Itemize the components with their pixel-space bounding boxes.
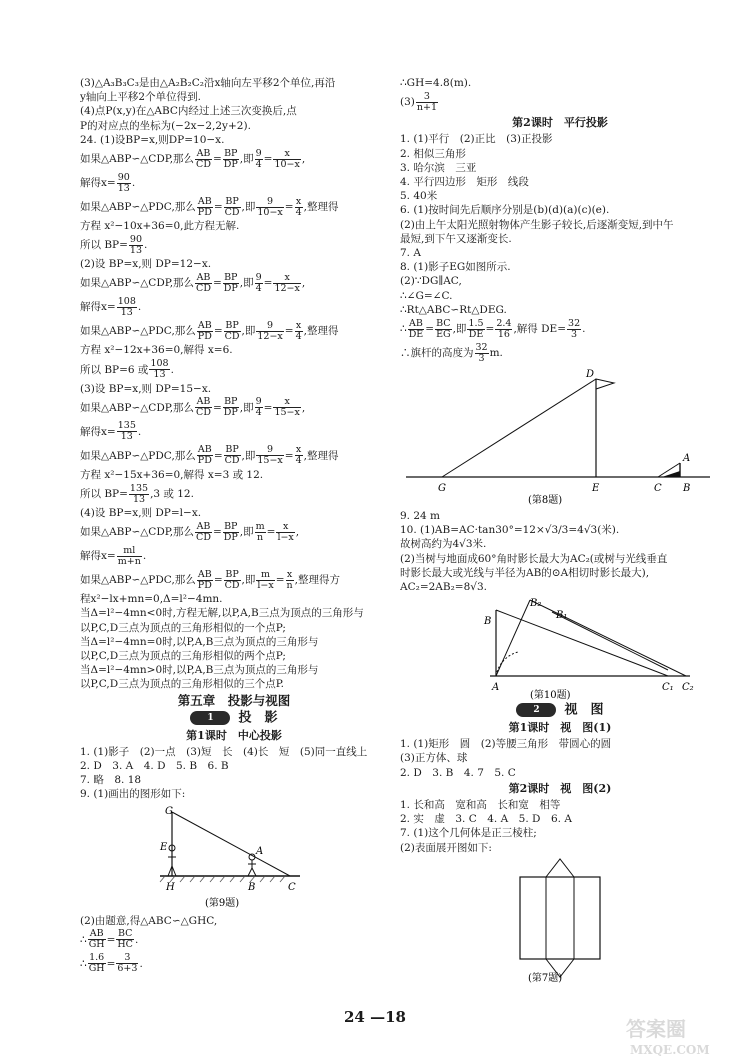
ratio-line: 如果△ABP∽△CDP,那么 $\frac{AB}{CD}$ = $\frac{BP}{DP}$ ,即 $\frac{9}{4}$ = $\frac{x}{10-x}$ , — [80, 147, 306, 170]
ratio-line: ∴旗杆的高度为 $\frac{32}{3}$ m. — [400, 341, 503, 364]
text-line: ∴Rt△ABC∽Rt△DEG. — [400, 303, 507, 316]
text-line: 1. (1)矩形 圆 (2)等腰三角形 带圆心的圆 — [400, 738, 612, 751]
text-line: 最短,到下午又逐渐变长. — [400, 232, 512, 245]
figure-caption: (第10题) — [530, 690, 571, 701]
ratio-line: (3) $\frac{3}{n+1}$ — [400, 90, 437, 113]
solution-line: 所以 BP=6 或 $\frac{108}{13}$ . — [80, 358, 174, 381]
text-line: 故树高约为4√3米. — [400, 538, 487, 551]
text-line: 以P,C,D三点为顶点的三角形相似的一个点P; — [80, 621, 286, 634]
text-line: (3)正方体、球 — [400, 752, 468, 765]
label-C: C — [288, 881, 296, 893]
figure-caption: (第8题) — [528, 495, 563, 507]
text-line: 方程 x²−10x+36=0,此方程无解. — [80, 220, 240, 233]
text-line: 8. (1)影子EG如图所示. — [400, 261, 511, 274]
label-C2: C₂ — [682, 682, 694, 694]
label-C: C — [654, 483, 662, 495]
text-line: 10. (1)AB=AC·tan30°=12×√3/3=4√3(米). — [400, 524, 620, 537]
lesson-title: 第1课时 视 图(1) — [508, 720, 612, 734]
label-H: H — [166, 881, 175, 893]
solution-line: 解得x= $\frac{ml}{m+n}$ . — [80, 544, 147, 567]
label-B: B — [484, 616, 492, 628]
lesson-title: 第2课时 视 图(2) — [508, 781, 612, 795]
text-line: 2. D 3. B 4. 7 5. C — [400, 766, 516, 779]
solution-line: 所以 BP= $\frac{90}{13}$ . — [80, 233, 148, 256]
text-line: 2. D 3. A 4. D 5. B 6. B — [80, 759, 229, 772]
label-A: A — [683, 453, 691, 465]
lesson-title: 第2课时 平行投影 — [512, 116, 608, 130]
text-line: ∴GH=4.8(m). — [400, 77, 472, 89]
text-line: 7. 略 8. 18 — [80, 774, 142, 787]
watermark-logo — [624, 1014, 736, 1058]
text-line: 当Δ=l²−4mn<0时,方程无解,以P,A,B三点为顶点的三角形与 — [80, 607, 364, 620]
text-line: AC₂=2AB₂=8√3. — [400, 581, 487, 594]
ratio-line: 如果△ABP∽△CDP,那么 $\frac{AB}{CD}$ = $\frac{BP}{DP}$ ,即 $\frac{m}{n}$ = $\frac{x}{l-x}$ , — [80, 520, 300, 543]
text-line: (2)当树与地面成60°角时影长最大为AC₂(或树与光线垂直 — [400, 552, 668, 565]
text-line: P的对应点的坐标为(−2x−2,2y+2). — [80, 119, 251, 132]
ratio-line: 如果△ABP∽△CDP,那么 $\frac{AB}{CD}$ = $\frac{BP}{DP}$ ,即 $\frac{9}{4}$ = $\frac{x}{15-x}$ , — [80, 396, 306, 419]
text-line: 方程 x²−12x+36=0,解得 x=6. — [80, 344, 233, 357]
label-B: B — [248, 881, 256, 893]
ratio-line: 如果△ABP∽△PDC,那么 $\frac{AB}{PD}$ = $\frac{BP}{CD}$ ,即 $\frac{9}{12-x}$ = $\frac{x}{4}$ ,整理得 — [80, 319, 339, 342]
ratio-line: ∴ $\frac{AB}{GH}$ = $\frac{BC}{HC}$ . — [80, 928, 139, 951]
section-badge: 2 — [516, 703, 556, 717]
text-line: 以P,C,D三点为顶点的三角形相似的三个点P. — [80, 678, 284, 691]
text-line: (3)设 BP=x,则 DP=15−x. — [80, 382, 212, 395]
text-line: 1. 长和高 宽和高 长和宽 相等 — [400, 798, 561, 811]
figure-9 — [80, 804, 380, 912]
page-number: 24 —18 — [344, 1008, 406, 1026]
label-E: E — [592, 483, 600, 495]
text-line: (2)由题意,得△ABC∽△GHC, — [80, 914, 218, 927]
label-C1: C₁ — [662, 682, 674, 694]
text-line: 4. 平行四边形 矩形 线段 — [400, 176, 529, 189]
watermark-url: MXQE.COM — [630, 1043, 710, 1057]
text-line: 9. (1)画出的图形如下: — [80, 788, 186, 801]
label-E: E — [160, 841, 168, 853]
text-line: 时影长最大或光线与半径为AB的⊙A相切时影长最大), — [400, 566, 650, 579]
label-B: B — [683, 483, 691, 495]
label-B2: B₂ — [530, 598, 542, 610]
text-line: 3. 哈尔滨 三亚 — [400, 161, 477, 174]
ratio-line: 如果△ABP∽△PDC,那么 $\frac{AB}{PD}$ = $\frac{BP}{CD}$ ,即 $\frac{9}{10-x}$ = $\frac{x}{4}$ ,整理得 — [80, 195, 339, 218]
text-line: (4)点P(x,y)在△ABC内经过上述三次变换后,点 — [80, 105, 297, 118]
text-line: (2)由上午太阳光照射物体产生影子较长,后逐渐变短,到中午 — [400, 218, 674, 231]
ratio-line: 如果△ABP∽△PDC,那么 $\frac{AB}{PD}$ = $\frac{BP}{CD}$ ,即 $\frac{9}{15-x}$ = $\frac{x}{4}$ ,整理得 — [80, 444, 339, 467]
text-line: 当Δ=l²−4mn=0时,以P,A,B三点为顶点的三角形与 — [80, 635, 319, 648]
right-column — [400, 76, 720, 985]
left-column — [80, 76, 388, 976]
figure-7 — [400, 857, 720, 983]
solution-line: 解得x= $\frac{90}{13}$ . — [80, 171, 136, 194]
label-G: G — [438, 483, 446, 495]
text-line: 方程 x²−15x+36=0,解得 x=3 或 12. — [80, 468, 264, 481]
ratio-line: 如果△ABP∽△CDP,那么 $\frac{AB}{CD}$ = $\frac{BP}{DP}$ ,即 $\frac{9}{4}$ = $\frac{x}{12-x}$ , — [80, 271, 306, 294]
chapter-title: 第五章 投影与视图 — [177, 692, 291, 708]
question-24: 24. (1)设BP=x,则DP=10−x. — [80, 133, 225, 146]
section-heading: 2 视 图 — [400, 703, 720, 718]
fraction: $\frac{AB}{CD}$ — [196, 147, 211, 170]
watermark-text: 答案圈 — [626, 1017, 686, 1041]
text-line: 当Δ=l²−4mn>0时,以P,A,B三点为顶点的三角形与 — [80, 664, 319, 677]
text-line: (2)表面展开图如下: — [400, 841, 492, 854]
figure-8 — [400, 367, 720, 507]
text-line: (3)△A₃B₃C₃是由△A₂B₂C₂沿x轴向左平移2个单位,再沿 — [80, 77, 336, 89]
text-line: (4)设 BP=x,则 DP=l−x. — [80, 507, 202, 520]
text-line: 7. (1)这个几何体是正三棱柱; — [400, 827, 537, 840]
label-B1: B₁ — [556, 610, 568, 622]
label-G: G — [165, 805, 173, 817]
section-badge: 1 — [190, 711, 230, 725]
figure-caption: (第7题) — [528, 972, 563, 983]
text-line: 程x²−lx+mn=0,Δ=l²−4mn. — [80, 593, 223, 606]
text-line: 1. (1)平行 (2)正比 (3)正投影 — [400, 133, 553, 146]
text-line: 5. 40米 — [400, 190, 438, 203]
solution-line: 解得x= $\frac{108}{13}$ . — [80, 295, 142, 318]
figure-caption: (第9题) — [205, 897, 240, 909]
text-line: 1. (1)影子 (2)一点 (3)短 长 (4)长 短 (5)同一直线上 — [80, 745, 368, 758]
text-line: 7. A — [400, 247, 421, 260]
label-D: D — [586, 369, 595, 381]
section-heading: 1 投 影 — [80, 711, 388, 726]
ratio-line: ∴ $\frac{1.6}{GH}$ = $\frac{3}{6+3}$ . — [80, 952, 143, 975]
text-line: (2)设 BP=x,则 DP=12−x. — [80, 258, 212, 271]
ratio-line: 如果△ABP∽△PDC,那么 $\frac{AB}{PD}$ = $\frac{BP}{CD}$ ,即 $\frac{m}{l-x}$ = $\frac{x}{n}$ ,整理得方 — [80, 568, 340, 591]
text-line: 2. 实 虚 3. C 4. A 5. D 6. A — [400, 813, 572, 826]
text-line: ∴∠G=∠C. — [400, 289, 453, 302]
ratio-line: ∴ $\frac{AB}{DE}$ = $\frac{BC}{EG}$ ,即 $\frac{1.5}{DE}$ = $\frac{2.4}{16}$ ,解得 DE= $\frac{32}{3}$ . — [400, 317, 586, 340]
lesson-title: 第1课时 中心投影 — [186, 728, 282, 742]
text-line: 6. (1)按时间先后顺序分别是(b)(d)(a)(c)(e). — [400, 204, 610, 217]
label-A: A — [256, 845, 264, 857]
label-A: A — [492, 682, 500, 694]
solution-line: 所以 BP= $\frac{135}{13}$ ,3 或 12. — [80, 482, 194, 505]
text-line: 9. 24 m — [400, 510, 441, 523]
figure-10 — [400, 596, 720, 700]
text-line: (2)∵DG∥AC, — [400, 275, 462, 288]
solution-line: 解得x= $\frac{135}{13}$ . — [80, 420, 142, 443]
text-line: 以P,C,D三点为顶点的三角形相似的两个点P; — [80, 650, 286, 663]
text-line: y轴向上平移2个单位得到. — [80, 91, 201, 104]
text-line: 2. 相似三角形 — [400, 147, 466, 160]
